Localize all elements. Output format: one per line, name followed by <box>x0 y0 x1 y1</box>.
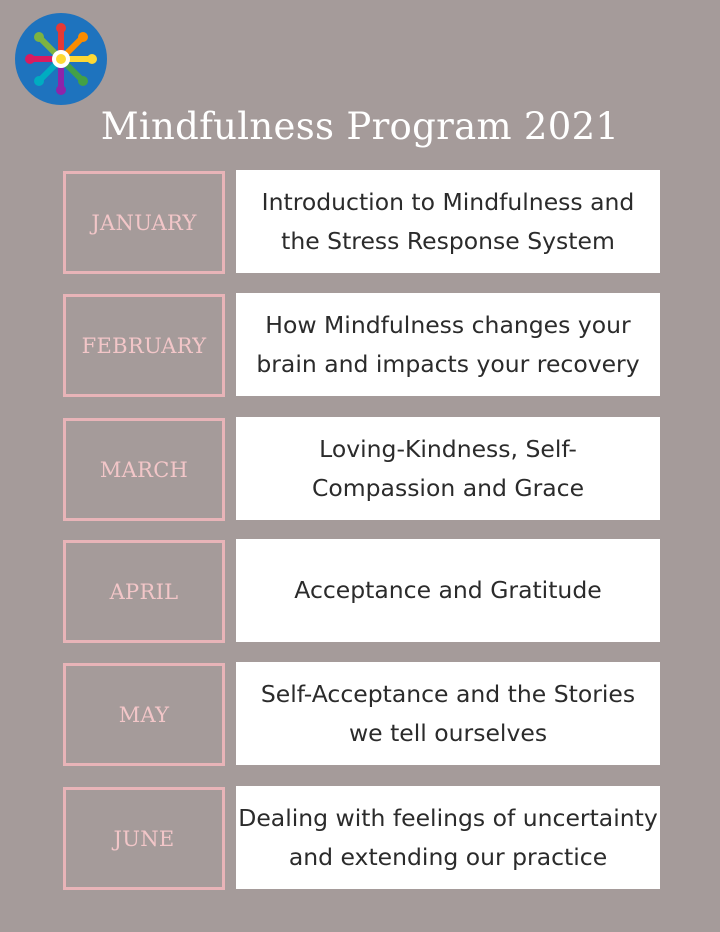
topic-text: Dealing with feelings of uncertainty and extending our practice <box>238 803 658 871</box>
topic-text: How Mindfulness changes your brain and impacts your recovery <box>256 310 640 378</box>
topic-box <box>236 662 660 765</box>
topic-text: Acceptance and Gratitude <box>294 576 602 604</box>
month-label: MAY <box>118 702 170 727</box>
topic-box <box>236 539 660 642</box>
month-box <box>63 663 225 766</box>
month-label: JUNE <box>113 826 175 851</box>
schedule-row-january <box>0 170 720 274</box>
topic-box <box>236 170 660 273</box>
month-box <box>63 540 225 643</box>
topic-text: Introduction to Mindfulness and the Stress Response System <box>261 187 635 255</box>
topic-text: Self-Acceptance and the Stories we tell ourselves <box>260 679 636 747</box>
schedule-row-may <box>0 662 720 766</box>
month-box <box>63 171 225 274</box>
topic-text: Loving-Kindness, Self- Compassion and Grace <box>311 434 585 502</box>
circle-of-people-logo-icon <box>15 13 107 105</box>
schedule-row-june <box>0 786 720 890</box>
topic-box <box>236 786 660 889</box>
page-title: Mindfulness Program 2021 <box>100 105 620 148</box>
month-box <box>63 418 225 521</box>
schedule-row-march <box>0 417 720 521</box>
month-label: JANUARY <box>91 210 197 235</box>
month-box <box>63 787 225 890</box>
topic-box <box>236 293 660 396</box>
month-label: FEBRUARY <box>81 333 207 358</box>
topic-box <box>236 417 660 520</box>
month-label: APRIL <box>109 579 179 604</box>
month-box <box>63 294 225 397</box>
month-label: MARCH <box>99 457 189 482</box>
schedule-row-april <box>0 539 720 643</box>
schedule-row-february <box>0 293 720 397</box>
